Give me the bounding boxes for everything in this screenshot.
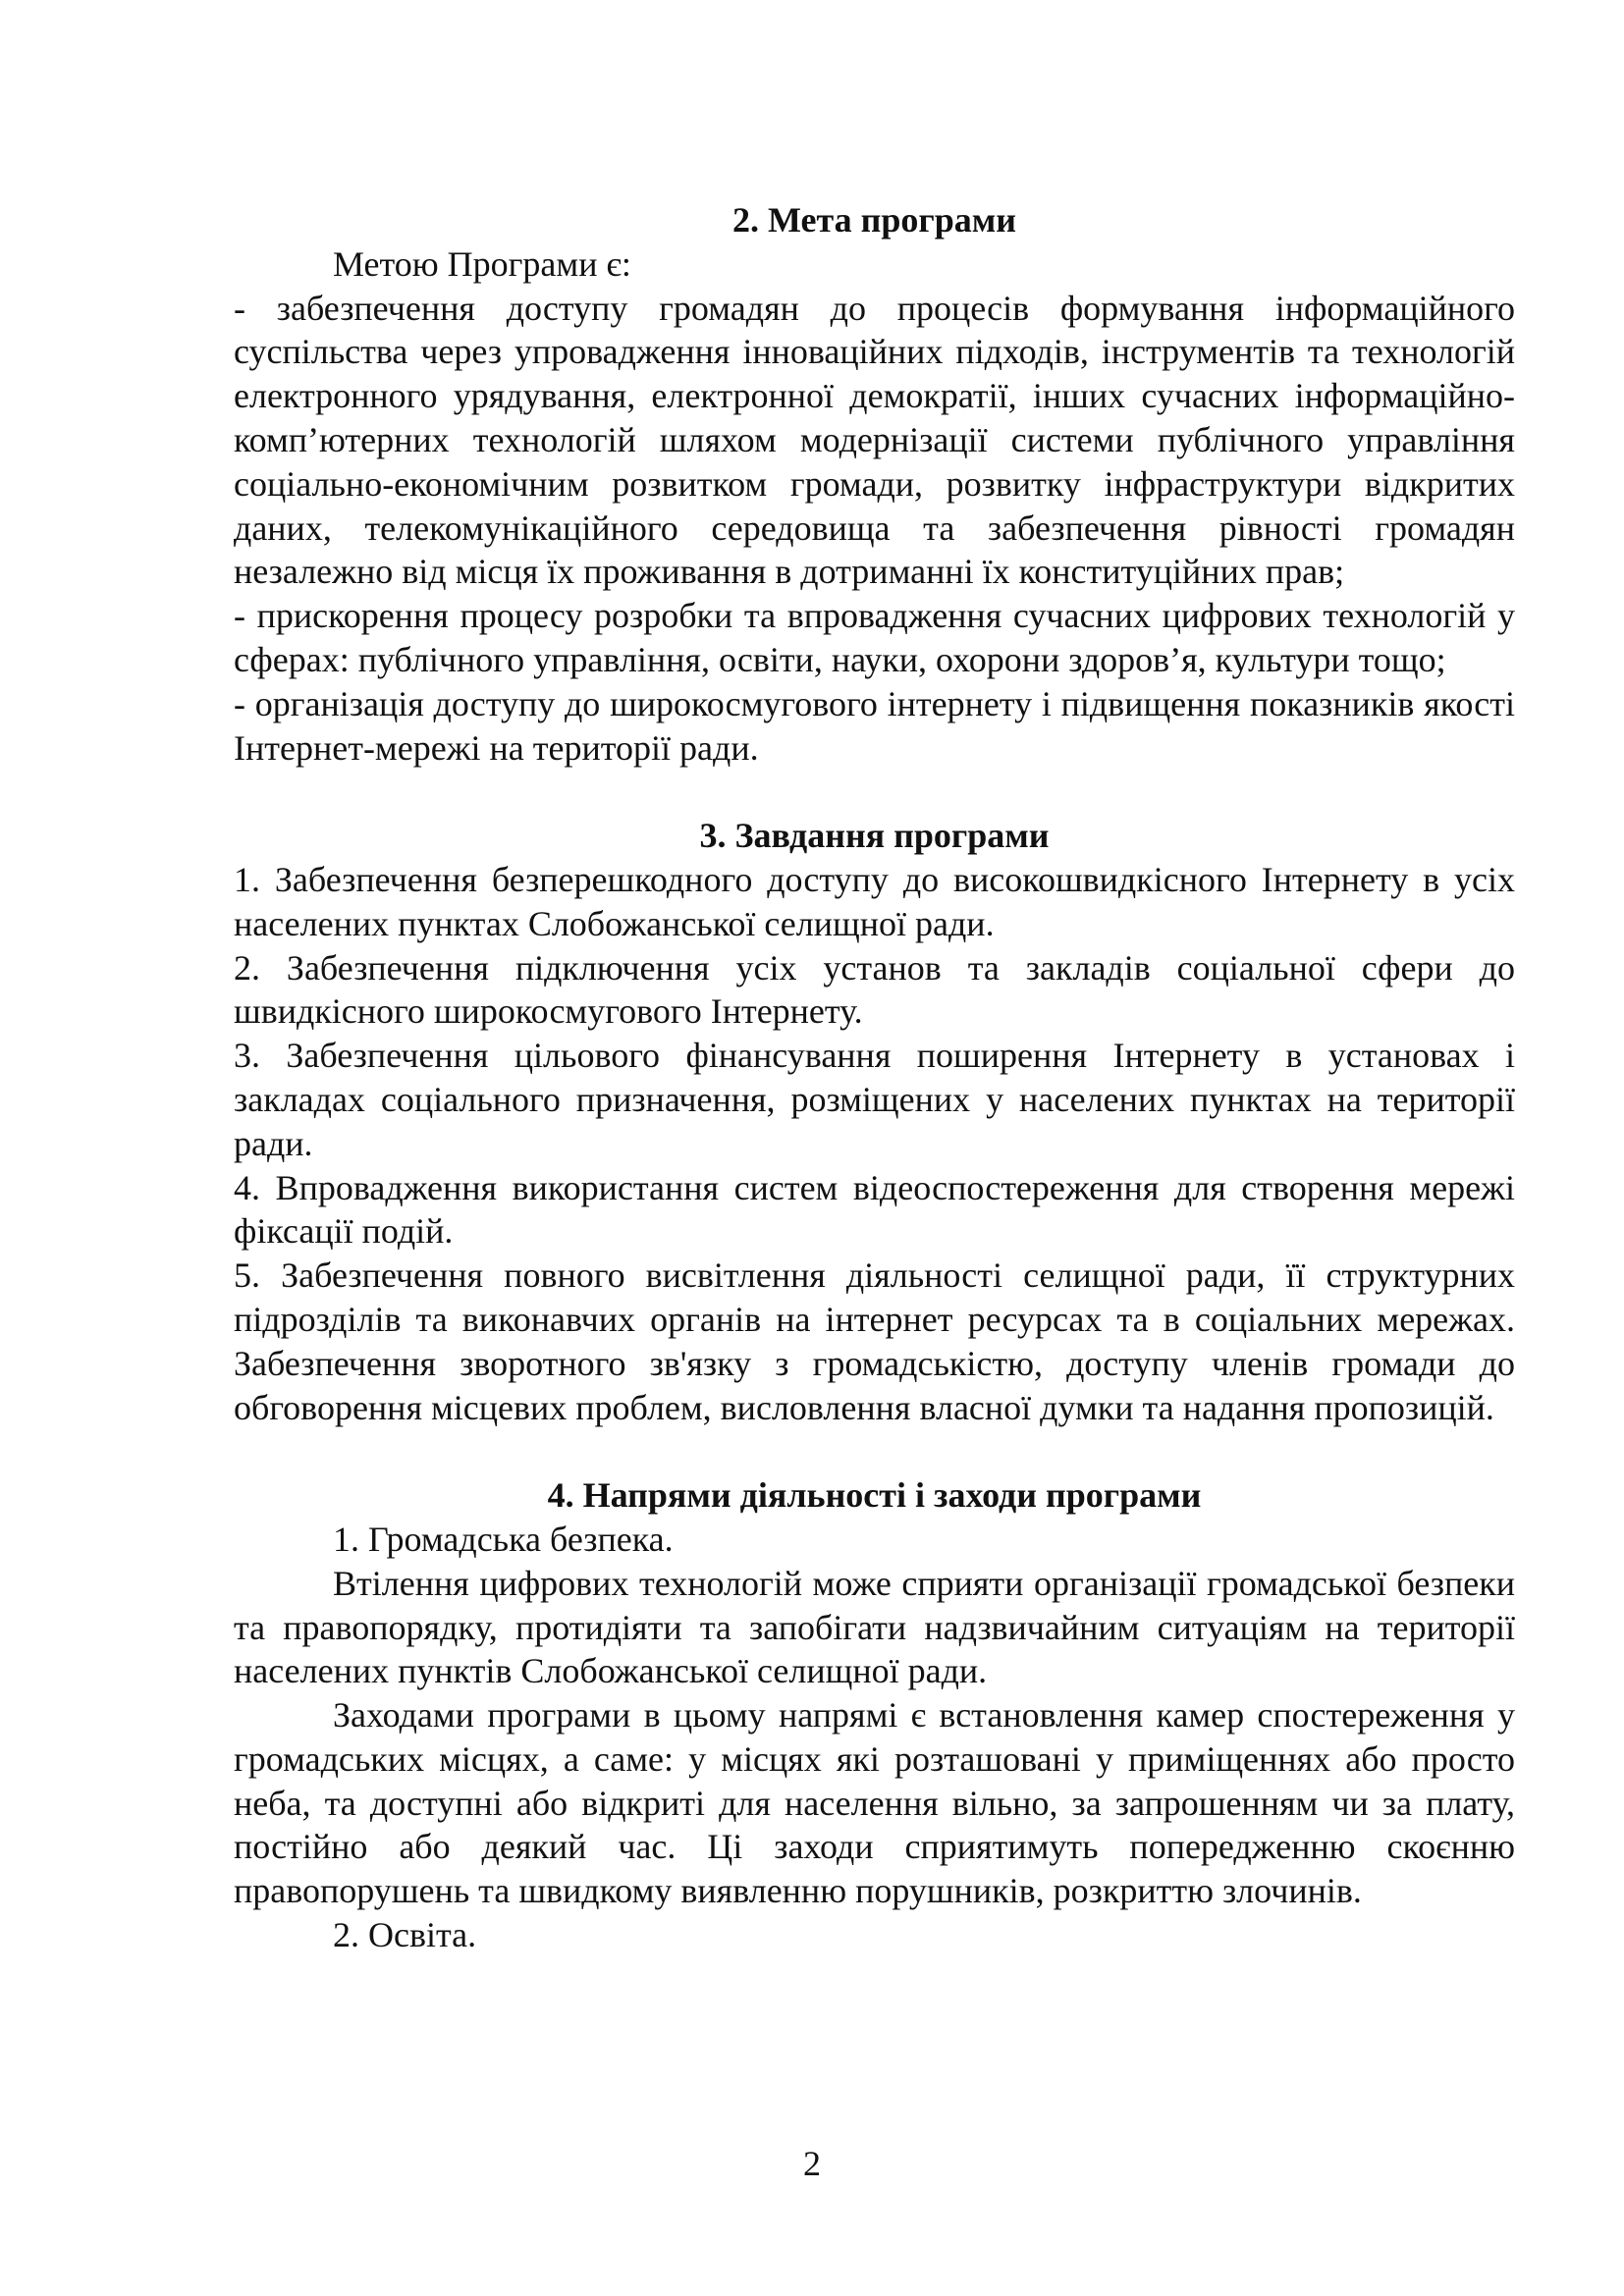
task-item-1: 1. Забезпечення безперешкодного доступу до високошвидкісного Інтернету в усіх населених пунктах Слобожанської селищної ради.	[234, 859, 1515, 943]
section-4-heading: 4. Напрями діяльності і заходи програми	[547, 1475, 1202, 1516]
section-3-heading: 3. Завдання програми	[699, 816, 1050, 856]
task-item-3: 3. Забезпечення цільового фінансування поширення Інтернету в установах і закладах соціального призначення, розміщених у населених пунктах на території ради.	[234, 1036, 1515, 1163]
section-2-intro: Метою Програми є:	[333, 243, 631, 284]
paragraph-digital-technologies: Втілення цифрових технологій може сприяти організації громадської безпеки та правопорядку, протидіяти та запобігати надзвичайним ситуаціям на території населених пунктів Слобожанської селищної ради.	[234, 1563, 1515, 1691]
task-item-5: 5. Забезпечення повного висвітлення діяльності селищної ради, її структурних підрозділів та виконавчих органів на інтернет ресурсах та в соціальних мережах. Забезпечення зворотного зв'язку з громадськістю, доступу членів громади до обговорення місцевих проблем, висловлення власної думки та надання пропозицій.	[234, 1255, 1515, 1427]
goal-item-2: - прискорення процесу розробки та впровадження сучасних цифрових технологій у сферах: публічного управління, освіти, науки, охорони здоров’я, культури тощо;	[234, 596, 1515, 679]
goal-item-3: - організація доступу до широкосмугового інтернету і підвищення показників якості Інтернет-мережі на території ради.	[234, 683, 1515, 768]
spacer	[234, 770, 1515, 814]
section-2-heading: 2. Мета програми	[731, 200, 1016, 240]
task-item-2: 2. Забезпечення підключення усіх установ та закладів соціальної сфери до швидкісного широкосмугового Інтернету.	[234, 947, 1515, 1032]
subsection-education: 2. Освіта.	[333, 1915, 477, 1955]
page-number: 2	[803, 2144, 821, 2183]
subsection-public-safety: 1. Громадська безпека.	[333, 1519, 674, 1559]
paragraph-cameras: Заходами програми в цьому напрямі є встановлення камер спостереження у громадських місцях, а саме: у місцях які розташовані у приміщеннях або просто неба, та доступні або відкриті для населення вільно, за запрошенням чи за плату, постійно або деякий час. Ці заходи сприятимуть попередженню скоєнню правопорушень та швидкому виявленню порушників, розкриттю злочинів.	[234, 1695, 1515, 1911]
task-item-4: 4. Впровадження використання систем відеоспостереження для створення мережі фіксації подій.	[234, 1167, 1515, 1252]
goal-item-1: - забезпечення доступу громадян до процесів формування інформаційного суспільства через упровадження інноваційних підходів, інструментів та технологій електронного урядування, електронної демократії, інших сучасних інформаційно-комп’ютерних технологій шляхом модернізації системи публічного управління соціально-економічним розвитком громади, розвитку інфраструктури відкритих даних, телекомунікаційного середовища та забезпечення рівності громадян незалежно від місця їх проживання в дотриманні їх конституційних прав;	[234, 288, 1515, 592]
page-content	[234, 198, 1515, 1957]
spacer	[234, 1429, 1515, 1473]
